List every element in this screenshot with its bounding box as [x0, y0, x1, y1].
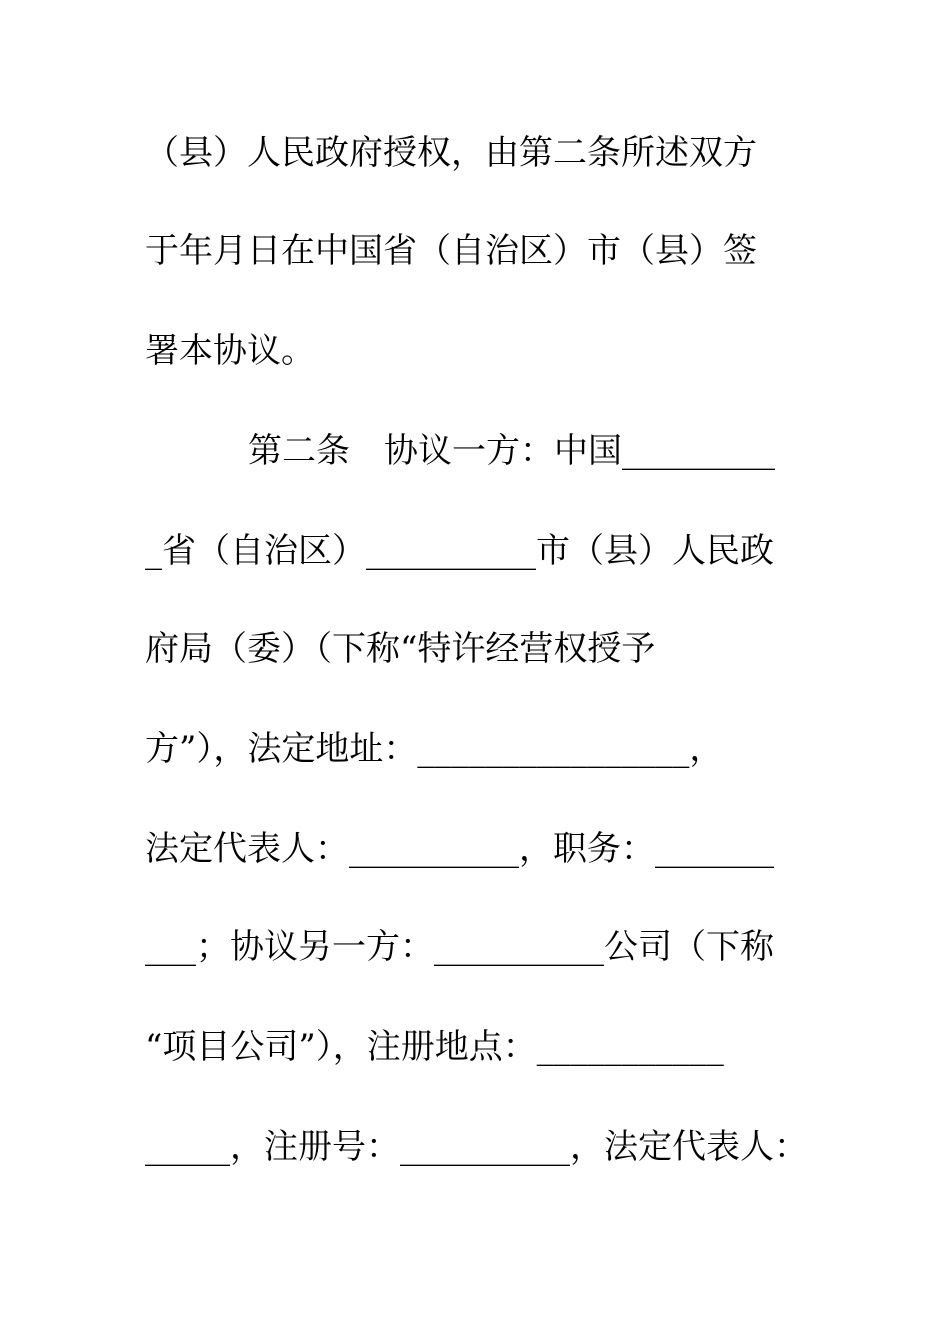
text-line-1: （县）人民政府授权，由第二条所述双方 — [145, 133, 757, 173]
text-line-2: 于年月日在中国省（自治区）市（县）签 — [145, 231, 757, 271]
text-line-11: _____，注册号：__________，法定代表人： — [145, 1127, 808, 1167]
text-line-8: 法定代表人：__________，职务：_______ — [145, 829, 774, 869]
text-line-7: 方”），法定地址：________________， — [145, 729, 724, 769]
text-line-10: “项目公司”），注册地点：___________ — [145, 1027, 724, 1067]
text-line-9: ___；协议另一方：__________公司（下称 — [145, 927, 774, 967]
text-line-5: _省（自治区）__________市（县）人民政 — [145, 531, 774, 571]
text-line-3: 署本协议。 — [145, 331, 315, 371]
article-two-heading-line: 第二条 协议一方：中国_________ — [248, 431, 775, 471]
text-line-6: 府局（委）（下称“特许经营权授予 — [145, 629, 656, 669]
